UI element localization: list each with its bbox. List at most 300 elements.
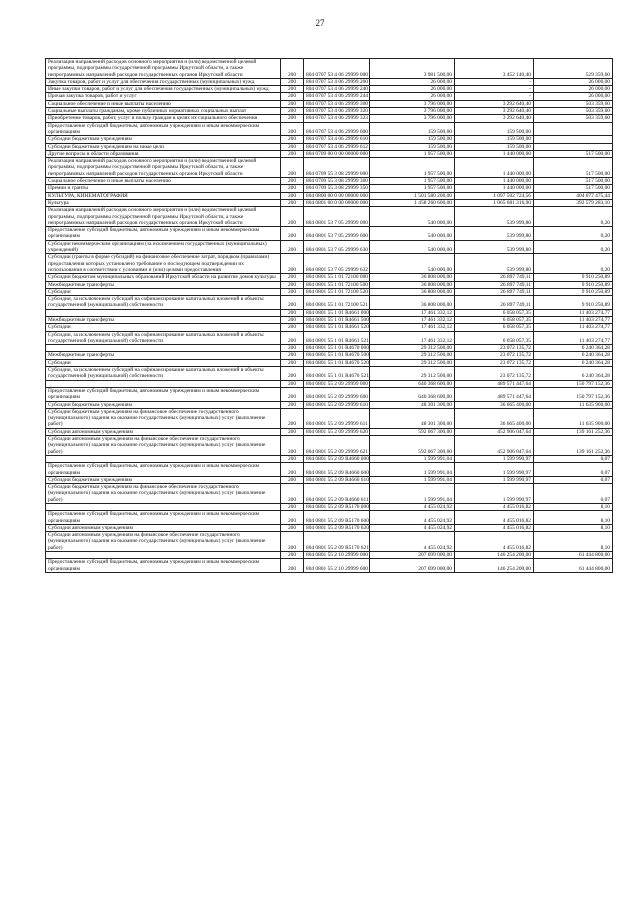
row-admin-code-cell: 200 — [281, 345, 304, 352]
row-executed-amount-cell: 452 906 047,64 — [455, 436, 534, 456]
row-admin-code-cell: 200 — [281, 367, 304, 381]
row-approved-amount-cell: 17 461 332,12 — [370, 324, 455, 331]
table-row — [46, 288, 613, 295]
row-executed-amount-cell: - — [455, 78, 534, 85]
row-admin-code-cell: 200 — [281, 254, 304, 274]
row-admin-code-cell: 200 — [281, 524, 304, 531]
row-name-cell: Социальные выплаты гражданам, кроме публичных нормативных социальных выплат — [46, 108, 281, 115]
row-name-cell — [46, 552, 281, 559]
row-unexecuted-amount-cell: 61 444 800,00 — [534, 552, 613, 559]
row-admin-code-cell: 200 — [281, 559, 304, 573]
row-executed-amount-cell: 3 292 640,40 — [455, 100, 534, 107]
row-unexecuted-amount-cell: 517 500,00 — [534, 185, 613, 192]
row-admin-code-cell: 200 — [281, 455, 304, 462]
row-admin-code-cell: 200 — [281, 387, 304, 401]
row-approved-amount-cell: 1 458 260 600,00 — [370, 199, 455, 206]
table-row — [46, 207, 613, 227]
row-unexecuted-amount-cell: 11 403 274,77 — [534, 331, 613, 345]
table-row — [46, 504, 613, 511]
row-unexecuted-amount-cell: 11 403 274,77 — [534, 309, 613, 316]
table-row — [46, 511, 613, 525]
row-approved-amount-cell: 29 312 500,00 — [370, 367, 455, 381]
row-approved-amount-cell: 26 000,00 — [370, 78, 455, 85]
row-executed-amount-cell: 1 599 990,97 — [455, 476, 534, 483]
table-row — [46, 309, 613, 316]
row-executed-amount-cell: - — [455, 93, 534, 100]
table-row — [46, 185, 613, 192]
row-classification-code-cell: 804 0709 55 3 08 29999 350 — [304, 185, 370, 192]
row-name-cell: Субсидии автономным учреждениям на финансовое обеспечение государственного (муниципального) задания на оказание государственных (муниципальных) услуг (выполнение работ) — [46, 436, 281, 456]
row-admin-code-cell: 200 — [281, 100, 304, 107]
row-classification-code-cell: 804 0801 55 2 09 29999 610 — [304, 401, 370, 408]
row-unexecuted-amount-cell: 8,10 — [534, 504, 613, 511]
row-name-cell: Субсидии автономным учреждениям — [46, 428, 281, 435]
row-approved-amount-cell: 17 461 332,12 — [370, 331, 455, 345]
row-admin-code-cell: 200 — [281, 274, 304, 281]
row-executed-amount-cell: 26 897 749,11 — [455, 281, 534, 288]
row-classification-code-cell: 804 0801 55 2 09 29999 000 — [304, 380, 370, 387]
row-approved-amount-cell: 36 808 000,00 — [370, 296, 455, 310]
row-unexecuted-amount-cell: 517 500,00 — [534, 150, 613, 157]
table-row — [46, 436, 613, 456]
row-unexecuted-amount-cell: 517 500,00 — [534, 178, 613, 185]
table-row — [46, 122, 613, 136]
row-unexecuted-amount-cell: 61 444 800,00 — [534, 559, 613, 573]
row-name-cell: Премии и гранты — [46, 185, 281, 192]
row-unexecuted-amount-cell: 404 077 475,44 — [534, 192, 613, 199]
table-row — [46, 428, 613, 435]
row-executed-amount-cell: 1 599 990,97 — [455, 455, 534, 462]
row-unexecuted-amount-cell: 503 359,60 — [534, 115, 613, 122]
row-executed-amount-cell: 452 906 047,64 — [455, 428, 534, 435]
row-admin-code-cell: 200 — [281, 86, 304, 93]
table-row — [46, 380, 613, 387]
row-approved-amount-cell: 540 000,00 — [370, 207, 455, 227]
table-row — [46, 331, 613, 345]
row-admin-code-cell: 200 — [281, 93, 304, 100]
table-row — [46, 227, 613, 241]
row-executed-amount-cell: 1 440 000,00 — [455, 178, 534, 185]
row-name-cell: Предоставление субсидий бюджетным, автономным учреждениям и иным некоммерческим организациям — [46, 227, 281, 241]
table-row — [46, 199, 613, 206]
row-name-cell: Субсидии бюджетным учреждениям на иные цели — [46, 143, 281, 150]
row-name-cell: Субсидии — [46, 324, 281, 331]
row-classification-code-cell: 804 0801 53 7 05 29999 630 — [304, 240, 370, 254]
row-unexecuted-amount-cell: 9 910 250,89 — [534, 288, 613, 295]
row-unexecuted-amount-cell: 11 403 274,77 — [534, 324, 613, 331]
table-row — [46, 136, 613, 143]
row-approved-amount-cell: 1 599 991,04 — [370, 455, 455, 462]
row-name-cell: Предоставление субсидий бюджетным, автономным учреждениям и иным некоммерческим организациям — [46, 463, 281, 477]
row-classification-code-cell: 804 0801 55 1 01 R4661 521 — [304, 331, 370, 345]
row-executed-amount-cell: 539 999,80 — [455, 207, 534, 227]
row-admin-code-cell: 200 — [281, 158, 304, 178]
row-executed-amount-cell: 159 500,00 — [455, 143, 534, 150]
row-admin-code-cell: 200 — [281, 122, 304, 136]
row-name-cell: Субсидии, за исключением субсидий на софинансирование капитальных вложений в объекты государственной (муниципальной) собственности — [46, 367, 281, 381]
row-executed-amount-cell: 26 897 749,11 — [455, 274, 534, 281]
row-classification-code-cell: 804 0801 53 7 05 29999 632 — [304, 254, 370, 274]
row-name-cell: Межбюджетные трансферты — [46, 316, 281, 323]
row-approved-amount-cell: 1 599 991,04 — [370, 476, 455, 483]
row-unexecuted-amount-cell: 8,10 — [534, 511, 613, 525]
table-row — [46, 387, 613, 401]
row-approved-amount-cell: 48 301 300,00 — [370, 408, 455, 428]
row-classification-code-cell: 804 0801 55 2 09 R5170 600 — [304, 511, 370, 525]
row-classification-code-cell: 804 0801 55 2 09 29999 600 — [304, 387, 370, 401]
page-number: 27 — [315, 18, 325, 28]
row-name-cell: Субсидии бюджетам муниципальных образований Иркутской области на развитие домов культуры — [46, 274, 281, 281]
row-admin-code-cell: 200 — [281, 288, 304, 295]
row-unexecuted-amount-cell: 0,20 — [534, 254, 613, 274]
row-executed-amount-cell: 489 571 447,64 — [455, 380, 534, 387]
row-name-cell: Субсидии (гранты в форме субсидий) на финансовое обеспечение затрат, порядком (правилами) предоставления которых установлено требование о последующем подтверждении их использования в соответствии с условиями и (или) целями предоставления — [46, 254, 281, 274]
row-executed-amount-cell: 539 999,80 — [455, 240, 534, 254]
row-executed-amount-cell: 4 455 016,82 — [455, 511, 534, 525]
row-name-cell — [46, 309, 281, 316]
row-classification-code-cell: 804 0801 55 2 09 R4660 611 — [304, 484, 370, 504]
table-row — [46, 108, 613, 115]
table-row — [46, 86, 613, 93]
row-admin-code-cell: 200 — [281, 352, 304, 359]
row-executed-amount-cell: 3 292 640,40 — [455, 115, 534, 122]
row-unexecuted-amount-cell: 0,07 — [534, 463, 613, 477]
row-classification-code-cell: 804 0709 55 3 08 29999 300 — [304, 178, 370, 185]
row-approved-amount-cell: 48 301 300,00 — [370, 401, 455, 408]
row-admin-code-cell: 200 — [281, 240, 304, 254]
row-classification-code-cell: 804 0801 55 1 01 R4661 520 — [304, 324, 370, 331]
row-classification-code-cell: 804 0801 55 1 01 72100 520 — [304, 288, 370, 295]
row-executed-amount-cell: 23 072 135,72 — [455, 367, 534, 381]
row-unexecuted-amount-cell: 150 797 152,36 — [534, 387, 613, 401]
row-unexecuted-amount-cell: 0,07 — [534, 484, 613, 504]
row-classification-code-cell: 804 0707 53 4 06 29999 323 — [304, 115, 370, 122]
table-row — [46, 316, 613, 323]
row-classification-code-cell: 804 0800 00 0 00 00000 000 — [304, 192, 370, 199]
table-row — [46, 178, 613, 185]
row-admin-code-cell: 200 — [281, 436, 304, 456]
row-unexecuted-amount-cell — [534, 143, 613, 150]
row-executed-amount-cell: 26 897 749,11 — [455, 288, 534, 295]
row-classification-code-cell: 804 0801 55 2 09 R5170 621 — [304, 532, 370, 552]
row-approved-amount-cell: 36 808 000,00 — [370, 288, 455, 295]
row-unexecuted-amount-cell: 150 797 152,36 — [534, 380, 613, 387]
row-unexecuted-amount-cell: 529 359,60 — [534, 59, 613, 79]
row-name-cell: Предоставление субсидий бюджетным, автономным учреждениям и иным некоммерческим организациям — [46, 387, 281, 401]
row-approved-amount-cell: 3 796 000,00 — [370, 100, 455, 107]
row-unexecuted-amount-cell: 0,07 — [534, 476, 613, 483]
row-classification-code-cell: 804 0801 55 2 10 29999 600 — [304, 559, 370, 573]
row-executed-amount-cell: 36 665 400,00 — [455, 401, 534, 408]
row-name-cell: Предоставление субсидий бюджетным, автономным учреждениям и иным некоммерческим организациям — [46, 511, 281, 525]
row-classification-code-cell: 804 0707 53 4 06 29999 200 — [304, 78, 370, 85]
row-name-cell: Приобретение товаров, работ, услуг в пользу граждан в целях их социального обеспечения — [46, 115, 281, 122]
row-approved-amount-cell: 159 500,00 — [370, 136, 455, 143]
row-unexecuted-amount-cell: 6 240 364,28 — [534, 367, 613, 381]
row-admin-code-cell: 200 — [281, 408, 304, 428]
row-unexecuted-amount-cell: 26 000,00 — [534, 93, 613, 100]
row-unexecuted-amount-cell: 11 403 274,77 — [534, 316, 613, 323]
table-row — [46, 100, 613, 107]
row-name-cell: Иные закупки товаров, работ и услуг для обеспечения государственных (муниципальных) нужд — [46, 86, 281, 93]
table-row — [46, 524, 613, 531]
row-name-cell: Субсидии — [46, 288, 281, 295]
row-name-cell: Закупка товаров, работ и услуг для обеспечения государственных (муниципальных) нужд — [46, 78, 281, 85]
row-executed-amount-cell: 539 999,80 — [455, 227, 534, 241]
table-row — [46, 281, 613, 288]
row-unexecuted-amount-cell: 0,20 — [534, 240, 613, 254]
row-admin-code-cell: 200 — [281, 504, 304, 511]
row-executed-amount-cell: 6 058 057,35 — [455, 324, 534, 331]
table-row — [46, 192, 613, 199]
row-admin-code-cell: 200 — [281, 136, 304, 143]
row-name-cell: КУЛЬТУРА, КИНЕМАТОГРАФИЯ — [46, 192, 281, 199]
row-approved-amount-cell: 29 312 500,00 — [370, 352, 455, 359]
row-unexecuted-amount-cell: 0,07 — [534, 455, 613, 462]
table-row — [46, 324, 613, 331]
row-classification-code-cell: 804 0801 55 2 09 R5170 000 — [304, 504, 370, 511]
row-classification-code-cell: 804 0709 55 3 08 29999 000 — [304, 158, 370, 178]
row-approved-amount-cell: 1 957 500,00 — [370, 185, 455, 192]
row-approved-amount-cell: 4 455 024,92 — [370, 504, 455, 511]
row-classification-code-cell: 804 0801 55 2 10 29999 000 — [304, 552, 370, 559]
row-approved-amount-cell: 3 981 500,00 — [370, 59, 455, 79]
row-executed-amount-cell: 1 599 990,97 — [455, 484, 534, 504]
table-row — [46, 240, 613, 254]
row-approved-amount-cell: 1 957 500,00 — [370, 150, 455, 157]
row-approved-amount-cell: 29 312 500,00 — [370, 359, 455, 366]
row-name-cell: Субсидии бюджетным учреждениям — [46, 136, 281, 143]
row-classification-code-cell: 804 0707 53 4 06 29999 600 — [304, 122, 370, 136]
table-row — [46, 408, 613, 428]
row-unexecuted-amount-cell: 9 910 250,89 — [534, 296, 613, 310]
row-classification-code-cell: 804 0801 55 1 01 72100 521 — [304, 296, 370, 310]
row-classification-code-cell: 804 0709 00 0 00 00000 000 — [304, 150, 370, 157]
row-admin-code-cell: 200 — [281, 78, 304, 85]
row-classification-code-cell: 804 0707 53 4 06 29999 244 — [304, 93, 370, 100]
row-admin-code-cell: 200 — [281, 143, 304, 150]
table-row — [46, 552, 613, 559]
row-executed-amount-cell: - — [455, 86, 534, 93]
table-row — [46, 143, 613, 150]
row-approved-amount-cell: 1 957 500,00 — [370, 158, 455, 178]
row-admin-code-cell: 200 — [281, 59, 304, 79]
row-name-cell: Прочая закупка товаров, работ и услуг — [46, 93, 281, 100]
row-unexecuted-amount-cell: 139 161 252,36 — [534, 436, 613, 456]
row-admin-code-cell: 200 — [281, 185, 304, 192]
table-row — [46, 367, 613, 381]
table-row — [46, 93, 613, 100]
row-unexecuted-amount-cell: 11 635 900,00 — [534, 408, 613, 428]
row-classification-code-cell: 804 0801 55 2 09 29999 611 — [304, 408, 370, 428]
row-name-cell: Субсидии бюджетным учреждениям на финансовое обеспечение государственного (муниципального) задания на оказание государственных (муниципальных) услуг (выполнение работ) — [46, 408, 281, 428]
row-executed-amount-cell: 1 065 681 316,90 — [455, 199, 534, 206]
row-executed-amount-cell: 146 254 200,00 — [455, 559, 534, 573]
row-name-cell: Субсидии некоммерческим организациям (за исключением государственных (муниципальных) учреждений) — [46, 240, 281, 254]
row-approved-amount-cell: 36 808 000,00 — [370, 281, 455, 288]
row-unexecuted-amount-cell: 9 910 250,89 — [534, 274, 613, 281]
row-unexecuted-amount-cell: 6 240 364,28 — [534, 345, 613, 352]
row-admin-code-cell: 200 — [281, 428, 304, 435]
row-unexecuted-amount-cell — [534, 122, 613, 136]
row-approved-amount-cell: 29 312 500,00 — [370, 345, 455, 352]
row-admin-code-cell: 200 — [281, 207, 304, 227]
row-admin-code-cell: 200 — [281, 150, 304, 157]
table-row — [46, 352, 613, 359]
row-classification-code-cell: 804 0801 55 1 01 R4661 000 — [304, 309, 370, 316]
row-classification-code-cell: 804 0801 55 1 01 R4661 500 — [304, 316, 370, 323]
row-classification-code-cell: 804 0801 55 2 09 29999 621 — [304, 436, 370, 456]
row-admin-code-cell: 200 — [281, 532, 304, 552]
row-name-cell: Культура — [46, 199, 281, 206]
row-unexecuted-amount-cell: 392 579 283,10 — [534, 199, 613, 206]
row-name-cell: Субсидии бюджетным учреждениям — [46, 401, 281, 408]
row-classification-code-cell: 804 0801 55 2 09 R4660 000 — [304, 455, 370, 462]
row-approved-amount-cell: 207 699 000,00 — [370, 552, 455, 559]
row-name-cell: Предоставление субсидий бюджетным, автономным учреждениям и иным некоммерческим организациям — [46, 559, 281, 573]
row-classification-code-cell: 804 0707 53 4 06 29999 000 — [304, 59, 370, 79]
row-approved-amount-cell: 3 796 000,00 — [370, 115, 455, 122]
row-unexecuted-amount-cell: 11 635 900,00 — [534, 401, 613, 408]
row-unexecuted-amount-cell: 139 161 252,36 — [534, 428, 613, 435]
row-classification-code-cell: 804 0707 53 4 06 29999 300 — [304, 100, 370, 107]
row-approved-amount-cell: 640 368 600,00 — [370, 380, 455, 387]
row-admin-code-cell: 200 — [281, 331, 304, 345]
row-name-cell — [46, 345, 281, 352]
row-approved-amount-cell: 159 500,00 — [370, 122, 455, 136]
row-admin-code-cell: 200 — [281, 552, 304, 559]
row-name-cell: Субсидии, за исключением субсидий на софинансирование капитальных вложений в объекты государственной (муниципальной) собственности — [46, 331, 281, 345]
row-classification-code-cell: 804 0707 53 4 06 29999 240 — [304, 86, 370, 93]
row-classification-code-cell: 804 0801 55 2 09 R4660 610 — [304, 476, 370, 483]
table-row — [46, 484, 613, 504]
row-admin-code-cell: 200 — [281, 115, 304, 122]
row-name-cell — [46, 455, 281, 462]
row-executed-amount-cell: 26 897 749,11 — [455, 296, 534, 310]
row-unexecuted-amount-cell: 9 910 250,89 — [534, 281, 613, 288]
row-executed-amount-cell: 146 254 200,00 — [455, 552, 534, 559]
row-admin-code-cell: 200 — [281, 511, 304, 525]
row-executed-amount-cell: 159 500,00 — [455, 122, 534, 136]
table-row — [46, 254, 613, 274]
table-row — [46, 532, 613, 552]
row-admin-code-cell: 200 — [281, 227, 304, 241]
row-approved-amount-cell: 1 957 500,00 — [370, 178, 455, 185]
row-name-cell: Субсидии — [46, 359, 281, 366]
row-approved-amount-cell: 1 599 991,04 — [370, 463, 455, 477]
row-name-cell: Реализация направлений расходов основного мероприятия и (или) ведомственной целевой программы, подпрограммы государственной программы Иркутской области, а также непрограммных направлений расходов государственных органов Иркутской области — [46, 207, 281, 227]
row-admin-code-cell: 200 — [281, 316, 304, 323]
row-name-cell: Субсидии бюджетным учреждениям на финансовое обеспечение государственного (муниципального) задания на оказание государственных (муниципальных) услуг (выполнение работ) — [46, 484, 281, 504]
row-unexecuted-amount-cell: 503 359,60 — [534, 100, 613, 107]
row-approved-amount-cell: 159 500,00 — [370, 143, 455, 150]
row-classification-code-cell: 804 0801 55 1 01 R4670 000 — [304, 345, 370, 352]
row-executed-amount-cell: 6 058 057,35 — [455, 309, 534, 316]
row-admin-code-cell: 200 — [281, 476, 304, 483]
row-admin-code-cell: 200 — [281, 199, 304, 206]
row-executed-amount-cell: 4 455 016,82 — [455, 504, 534, 511]
row-name-cell: Другие вопросы в области образования — [46, 150, 281, 157]
row-classification-code-cell: 804 0801 55 1 01 R4670 520 — [304, 359, 370, 366]
table-row — [46, 401, 613, 408]
row-unexecuted-amount-cell: 26 000,00 — [534, 86, 613, 93]
row-approved-amount-cell: 36 808 000,00 — [370, 274, 455, 281]
row-admin-code-cell: 200 — [281, 108, 304, 115]
table-row — [46, 476, 613, 483]
table-row — [46, 59, 613, 79]
row-classification-code-cell: 804 0707 53 4 06 29999 610 — [304, 136, 370, 143]
table-row — [46, 345, 613, 352]
row-executed-amount-cell: 489 571 447,64 — [455, 387, 534, 401]
table-row — [46, 150, 613, 157]
table-row — [46, 359, 613, 366]
row-admin-code-cell: 200 — [281, 281, 304, 288]
row-classification-code-cell: 804 0801 55 1 01 R4670 521 — [304, 367, 370, 381]
row-unexecuted-amount-cell: 8,10 — [534, 524, 613, 531]
table-row — [46, 463, 613, 477]
row-executed-amount-cell: 1 097 502 724,56 — [455, 192, 534, 199]
row-executed-amount-cell: 6 058 057,35 — [455, 331, 534, 345]
row-name-cell: Межбюджетные трансферты — [46, 352, 281, 359]
row-admin-code-cell: 200 — [281, 484, 304, 504]
row-approved-amount-cell: 592 067 300,00 — [370, 428, 455, 435]
row-name-cell — [46, 380, 281, 387]
row-name-cell: Реализация направлений расходов основного мероприятия и (или) ведомственной целевой программы, подпрограммы государственной программы Иркутской области, а также непрограммных направлений расходов государственных органов Иркутской области — [46, 158, 281, 178]
row-classification-code-cell: 804 0801 53 7 05 29999 600 — [304, 227, 370, 241]
row-approved-amount-cell: 4 455 024,92 — [370, 524, 455, 531]
row-executed-amount-cell: 159 500,00 — [455, 136, 534, 143]
row-approved-amount-cell: 3 796 000,00 — [370, 108, 455, 115]
row-unexecuted-amount-cell: 6 240 364,28 — [534, 352, 613, 359]
row-executed-amount-cell: 23 072 135,72 — [455, 345, 534, 352]
row-name-cell: Субсидии, за исключением субсидий на софинансирование капитальных вложений в объекты государственной (муниципальной) собственности — [46, 296, 281, 310]
table-row — [46, 158, 613, 178]
row-admin-code-cell: 200 — [281, 359, 304, 366]
row-executed-amount-cell: 4 455 016,82 — [455, 524, 534, 531]
row-name-cell: Социальное обеспечение и иные выплаты населению — [46, 100, 281, 107]
row-name-cell: Субсидии автономным учреждениям — [46, 524, 281, 531]
row-name-cell — [46, 504, 281, 511]
row-name-cell: Субсидии бюджетным учреждениям — [46, 476, 281, 483]
row-approved-amount-cell: 1 501 580 200,00 — [370, 192, 455, 199]
row-approved-amount-cell: 26 000,00 — [370, 86, 455, 93]
row-executed-amount-cell: 36 665 400,00 — [455, 408, 534, 428]
row-unexecuted-amount-cell: 0,20 — [534, 207, 613, 227]
row-approved-amount-cell: 1 599 991,04 — [370, 484, 455, 504]
row-name-cell: Социальное обеспечение и иные выплаты населению — [46, 178, 281, 185]
table-row — [46, 78, 613, 85]
row-name-cell: Реализация направлений расходов основного мероприятия и (или) ведомственной целевой программы, подпрограммы государственной программы Иркутской области, а также непрограммных направлений расходов государственных органов Иркутской области — [46, 59, 281, 79]
row-unexecuted-amount-cell: 503 359,60 — [534, 108, 613, 115]
table-row — [46, 115, 613, 122]
row-executed-amount-cell: 6 058 057,35 — [455, 316, 534, 323]
table-row — [46, 559, 613, 573]
row-classification-code-cell: 804 0707 53 4 06 29999 320 — [304, 108, 370, 115]
row-classification-code-cell: 804 0707 53 4 06 29999 612 — [304, 143, 370, 150]
row-classification-code-cell: 804 0801 55 2 09 R5170 620 — [304, 524, 370, 531]
row-name-cell: Предоставление субсидий бюджетным, автономным учреждениям и иным некоммерческим организациям — [46, 122, 281, 136]
row-approved-amount-cell: 540 000,00 — [370, 254, 455, 274]
row-classification-code-cell: 804 0801 55 1 01 72100 000 — [304, 274, 370, 281]
row-admin-code-cell: 200 — [281, 401, 304, 408]
row-executed-amount-cell: 1 440 000,00 — [455, 158, 534, 178]
row-admin-code-cell: 200 — [281, 296, 304, 310]
row-executed-amount-cell: 4 455 016,82 — [455, 532, 534, 552]
row-executed-amount-cell: 1 599 990,97 — [455, 463, 534, 477]
row-admin-code-cell: 200 — [281, 324, 304, 331]
row-executed-amount-cell: 23 072 135,72 — [455, 352, 534, 359]
row-classification-code-cell: 804 0801 55 2 09 29999 620 — [304, 428, 370, 435]
